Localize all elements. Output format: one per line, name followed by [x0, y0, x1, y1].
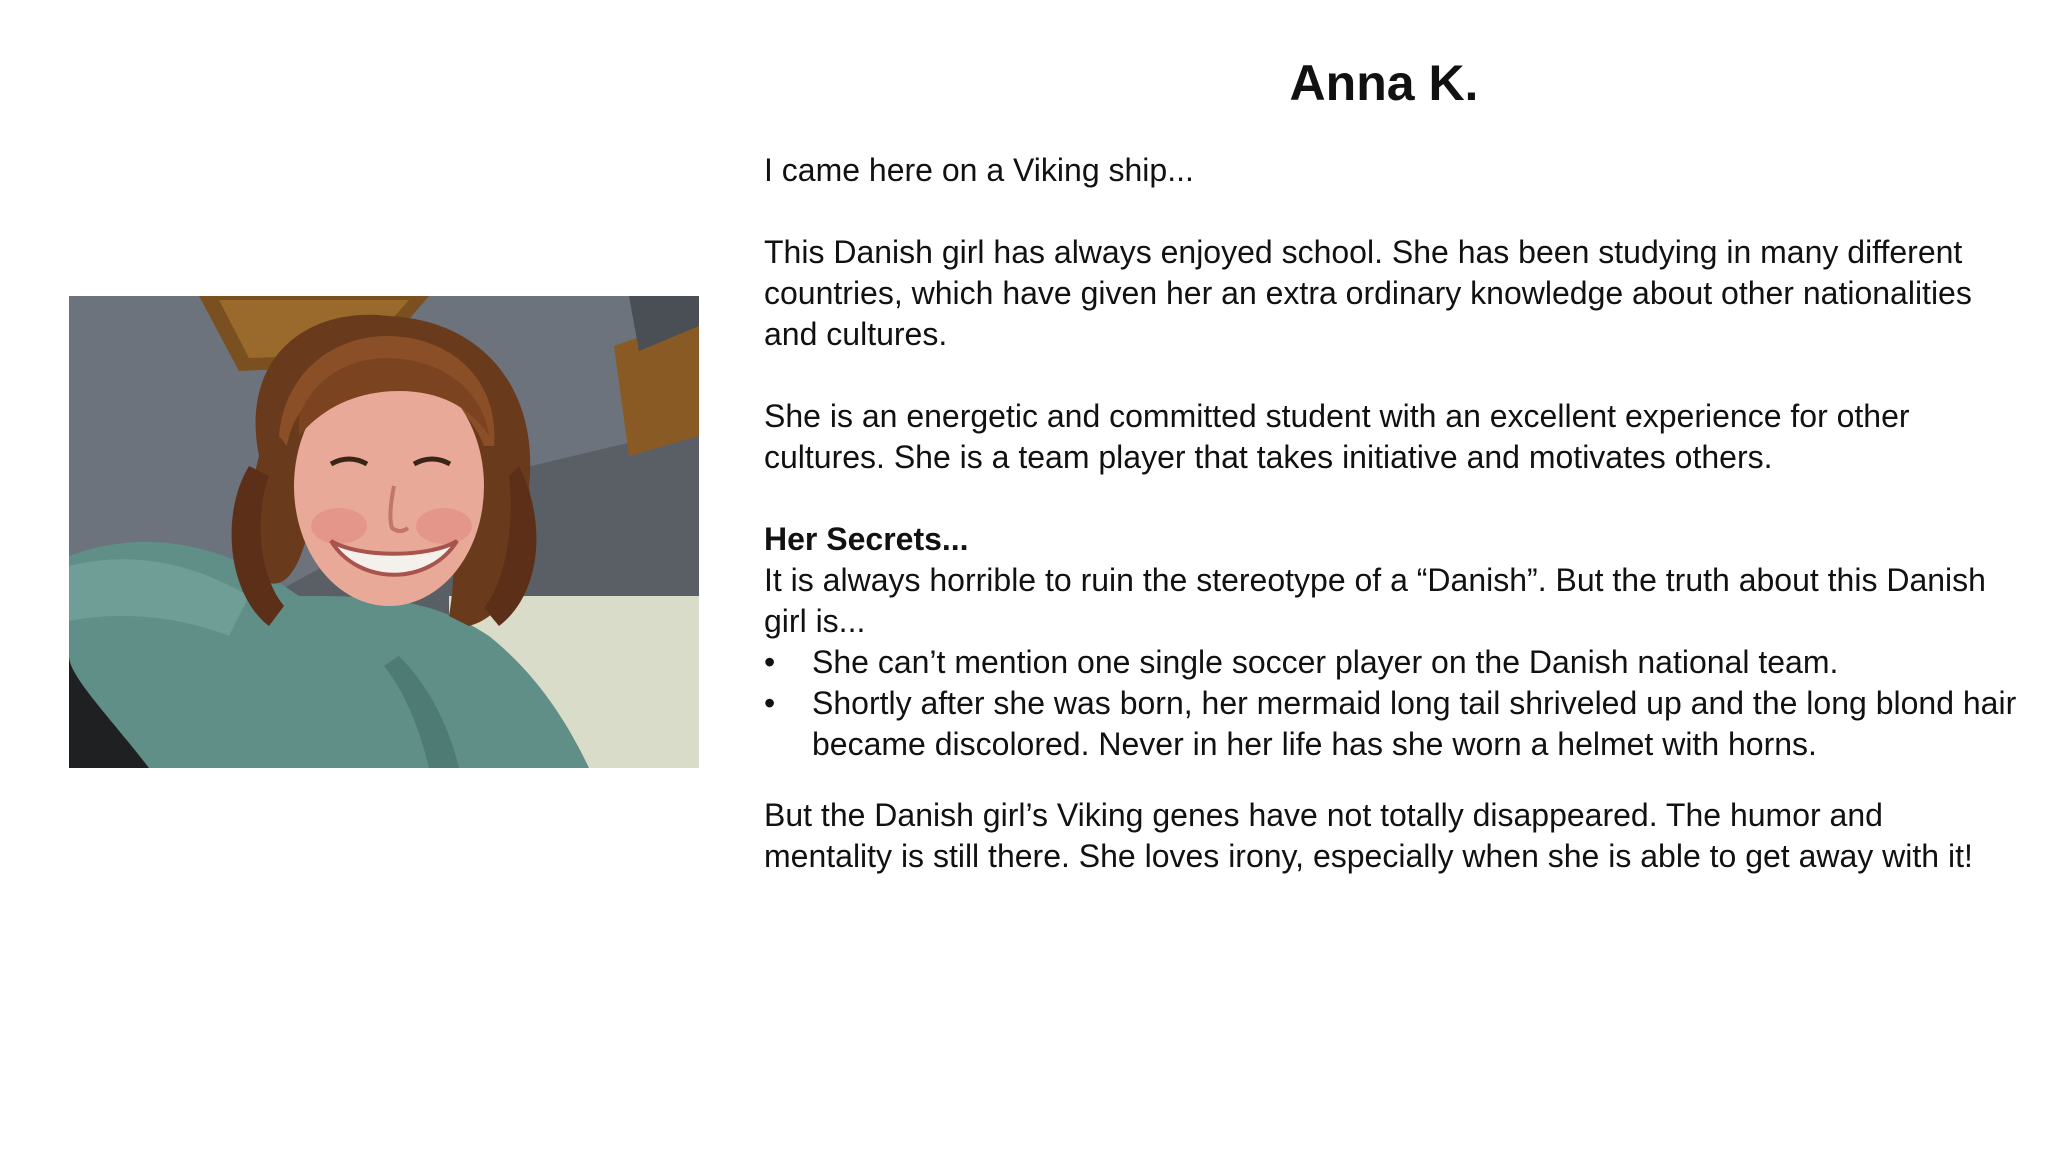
intro-text: I came here on a Viking ship...	[764, 152, 1194, 188]
list-item: • Shortly after she was born, her mermaid long tail shriveled up and the long blond hair became discolored. Never in her life has she worn a helmet with horns.	[764, 683, 2019, 765]
paragraph-personality: She is an energetic and committed student with an excellent experience for other cultures. She is a team player that takes initiative and motivates others.	[764, 398, 1910, 475]
profile-description	[764, 150, 2019, 877]
secrets-list	[764, 642, 2019, 765]
list-item: • She can’t mention one single soccer player on the Danish national team.	[764, 642, 2019, 683]
paragraph-education: This Danish girl has always enjoyed school. She has been studying in many different countries, which have given her an extra ordinary knowledge about other nationalities and cultures.	[764, 234, 1972, 352]
page-title: Anna K.	[1289, 55, 1479, 111]
secrets-lead: It is always horrible to ruin the stereotype of a “Danish”. But the truth about this Danish girl is...	[764, 562, 1986, 639]
secrets-heading: Her Secrets...	[764, 521, 969, 557]
portrait-illustration	[69, 296, 699, 768]
closing-paragraph: But the Danish girl’s Viking genes have not totally disappeared. The humor and mentality is still there. She loves irony, especially when she is able to get away with it!	[764, 797, 1973, 874]
profile-photo	[69, 296, 699, 768]
